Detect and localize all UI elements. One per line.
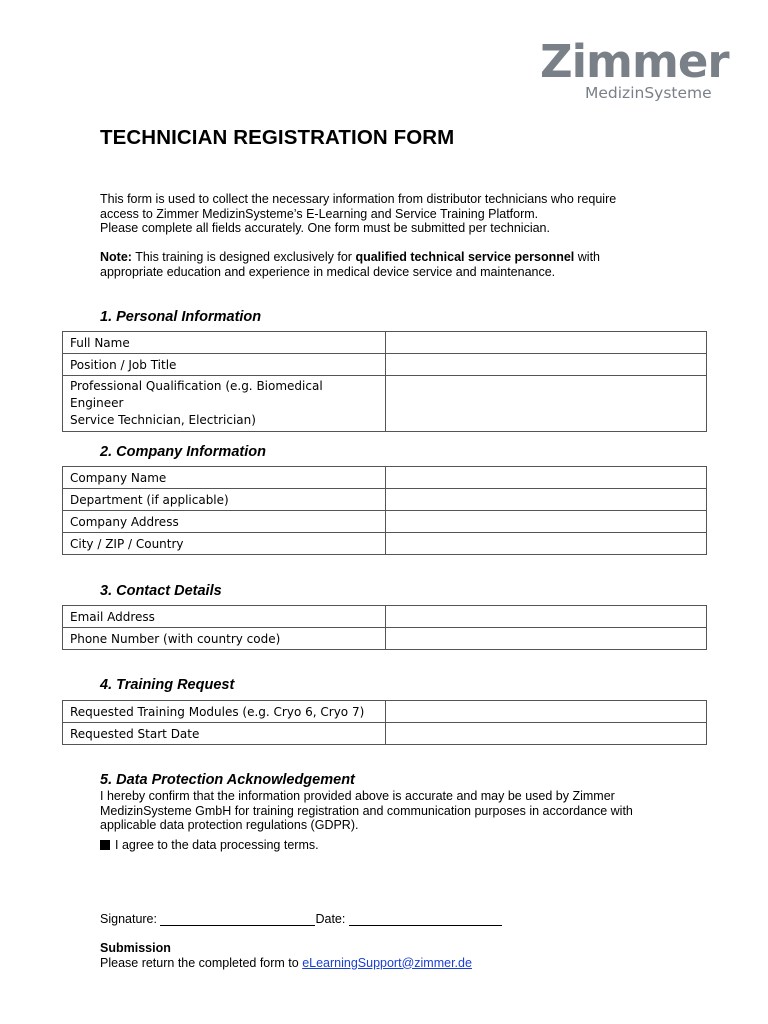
field-label: Requested Start Date (63, 723, 386, 745)
personal-info-table (62, 331, 707, 432)
field-label: Department (if applicable) (63, 489, 386, 511)
training-request-table (62, 700, 707, 745)
table-row (63, 467, 707, 489)
logo-wordmark: Zimmer (540, 35, 729, 88)
note-paragraph (100, 250, 600, 279)
agree-label: I agree to the data processing terms. (115, 838, 319, 852)
note-line (100, 250, 600, 265)
full-name-field[interactable] (385, 332, 706, 354)
intro-line: access to Zimmer MedizinSysteme’s E-Learning and Service Training Platform. (100, 206, 539, 221)
field-label: City / ZIP / Country (63, 533, 386, 555)
field-label: Requested Training Modules (e.g. Cryo 6, Cryo 7) (63, 701, 386, 723)
table-row (63, 354, 707, 376)
table-row (63, 376, 707, 432)
contact-details-table (62, 605, 707, 650)
field-label: Phone Number (with country code) (63, 628, 386, 650)
section-heading-company: 2. Company Information (100, 444, 266, 460)
qualification-field[interactable] (385, 376, 706, 432)
field-label: Full Name (63, 332, 386, 354)
qualification-label-line: Professional Qualification (e.g. Biomedical Engineer (70, 379, 323, 410)
date-label: Date: (315, 912, 346, 926)
signature-label: Signature: (100, 912, 157, 926)
field-label: Company Name (63, 467, 386, 489)
logo-subtitle: MedizinSysteme (585, 84, 712, 102)
table-row (63, 628, 707, 650)
company-info-table (62, 466, 707, 555)
signature-line[interactable] (160, 913, 315, 926)
table-row (63, 489, 707, 511)
note-line: appropriate education and experience in medical device service and maintenance. (100, 264, 556, 279)
table-row (63, 723, 707, 745)
company-logo (540, 35, 740, 102)
section-heading-personal: 1. Personal Information (100, 309, 262, 325)
section-heading-contact: 3. Contact Details (100, 583, 222, 599)
agree-checkbox[interactable] (100, 840, 110, 850)
submission-text: Please return the completed form to (100, 955, 303, 970)
company-address-field[interactable] (385, 511, 706, 533)
data-protection-paragraph (100, 789, 633, 833)
email-field[interactable] (385, 606, 706, 628)
table-row (63, 511, 707, 533)
intro-line: Please complete all fields accurately. One form must be submitted per technician. (100, 221, 550, 235)
note-text: with (574, 250, 600, 264)
agree-checkbox-row[interactable] (100, 838, 319, 852)
submission-block (100, 941, 472, 970)
data-protection-line: MedizinSysteme GmbH for training registration and communication purposes in accordance with (100, 803, 633, 818)
field-label: Position / Job Title (63, 354, 386, 376)
field-label: Email Address (63, 606, 386, 628)
signature-row (100, 912, 502, 926)
intro-paragraph (100, 192, 616, 236)
note-label: Note: (100, 250, 132, 264)
city-zip-country-field[interactable] (385, 533, 706, 555)
date-line[interactable] (349, 913, 502, 926)
table-row (63, 701, 707, 723)
section-heading-data-protection: 5. Data Protection Acknowledgement (100, 772, 355, 788)
note-text: This training is designed exclusively for (131, 250, 356, 264)
phone-field[interactable] (385, 628, 706, 650)
page-title: TECHNICIAN REGISTRATION FORM (100, 126, 455, 149)
note-emphasis: qualified technical service personnel (355, 250, 575, 264)
company-name-field[interactable] (385, 467, 706, 489)
qualification-label-line: Service Technician, Electrician) (70, 413, 256, 427)
data-protection-line: applicable data protection regulations (GDPR). (100, 818, 359, 832)
support-email-link[interactable]: eLearningSupport@zimmer.de (302, 955, 472, 970)
table-row (63, 332, 707, 354)
submission-heading: Submission (100, 941, 171, 955)
department-field[interactable] (385, 489, 706, 511)
data-protection-line: I hereby confirm that the information provided above is accurate and may be used by Zimmer (100, 789, 615, 803)
start-date-field[interactable] (385, 723, 706, 745)
table-row (63, 533, 707, 555)
section-heading-training: 4. Training Request (100, 677, 235, 693)
field-label: Company Address (63, 511, 386, 533)
submission-line (100, 956, 472, 971)
position-field[interactable] (385, 354, 706, 376)
field-label (63, 376, 386, 432)
table-row (63, 606, 707, 628)
training-modules-field[interactable] (385, 701, 706, 723)
intro-line: This form is used to collect the necessary information from distributor technicians who require (100, 192, 617, 206)
